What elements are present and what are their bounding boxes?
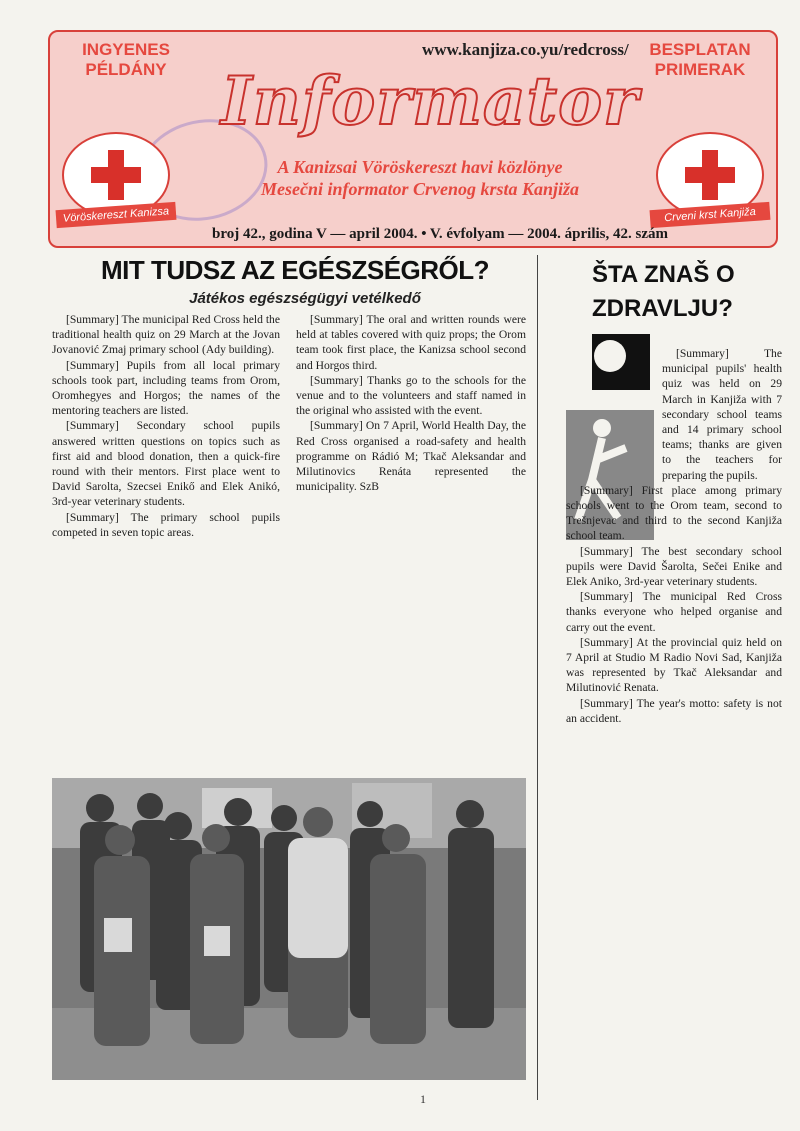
paragraph: [Summary] First place among primary schools went to the Orom team, second to Trešnjevac and third to the second Kanjiža school team. bbox=[566, 483, 782, 543]
paragraph: [Summary] On 7 April, World Health Day, the Red Cross organised a road-safety and health programme on Rádió M; Tkač Aleksandar and Milutinovics Renáta represented the municipality. SzB bbox=[296, 419, 526, 494]
masthead bbox=[48, 30, 778, 248]
paragraph: [Summary] The municipal Red Cross thanks everyone who helped organise and carry out the event. bbox=[566, 590, 782, 634]
badge-banner-left: Vöröskereszt Kanizsa bbox=[56, 202, 177, 228]
column-divider bbox=[537, 255, 538, 1100]
website-link[interactable]: www.kanjiza.co.yu/redcross/ bbox=[422, 40, 629, 59]
hu-article-subtitle: Játékos egészségügyi vetélkedő bbox=[189, 290, 421, 307]
free-copy-label-hu: INGYENES PÉLDÁNY bbox=[82, 40, 170, 79]
paragraph: [Summary] The municipal pupils' health quiz was held on 29 March in Kanjiža with 7 secondary school teams and 14 primary school teams; thanks are given to the teachers for preparing the pupils. bbox=[662, 347, 782, 482]
hu-article-column-2 bbox=[296, 312, 526, 780]
paragraph: [Summary] Secondary school pupils answered written questions on topics such as first aid and blood donation, then a quick-fire round with their mentors. First place went to David Saroltа, Szecsei Enikő and Elek Anikó, 3rd-year veterinary students. bbox=[52, 419, 280, 509]
paragraph: [Summary] The oral and written rounds were held at tables covered with quiz props; the Orom team took first place, the Kanizsa school second and Horgos third. bbox=[296, 313, 526, 372]
subtitle-sr: Mesečni informator Crvenog krsta Kanjiža bbox=[260, 179, 580, 199]
red-cross-icon bbox=[91, 150, 141, 200]
quiz-participants-photo bbox=[52, 778, 526, 1080]
newsletter-logo-title: Informator bbox=[221, 62, 639, 140]
paragraph: [Summary] The year's motto: safety is not an accident. bbox=[566, 696, 782, 725]
group-photo-illustration bbox=[52, 778, 526, 1080]
hu-article-column-1 bbox=[52, 312, 280, 780]
page-number: 1 bbox=[420, 1092, 426, 1106]
badge-banner-right: Crveni krst Kanjiža bbox=[650, 202, 771, 228]
paragraph: [Summary] At the provincial quiz held on 7 April at Studio M Radio Novi Sad, Kanjiža was represented by Tkač Aleksandar and Milutinović Renata. bbox=[566, 635, 782, 695]
sr-article-title: ŠTA ZNAŠ O ZDRAVLJU? bbox=[592, 261, 735, 322]
free-copy-label-sr: BESPLATAN PRIMERAK bbox=[649, 40, 751, 79]
sr-article-body bbox=[566, 346, 782, 726]
issue-line: broj 42., godina V — april 2004. • V. évfolyam — 2004. április, 42. szám bbox=[212, 226, 668, 242]
subtitle-hu: A Kanizsai Vöröskereszt havi közlönye bbox=[277, 157, 563, 177]
hu-article-title: MIT TUDSZ AZ EGÉSZSÉGRŐL? bbox=[100, 255, 490, 285]
paragraph: [Summary] The municipal Red Cross held the traditional health quiz on 29 March at the Jovan Jovanović Zmaj primary school (Ady building). bbox=[52, 313, 280, 357]
red-cross-icon bbox=[685, 150, 735, 200]
paragraph: [Summary] Pupils from all local primary schools took part, including teams from Orom, Oromhegyes and Horgos; the names of the mentoring teachers are listed. bbox=[52, 358, 280, 418]
paragraph: [Summary] The best secondary school pupils were David Šarolta, Sečei Enike and Elek Aniko, 3rd-year veterinary students. bbox=[566, 544, 782, 589]
paragraph: [Summary] The primary school pupils competed in seven topic areas. bbox=[52, 510, 280, 539]
paragraph: [Summary] Thanks go to the schools for the venue and to the volunteers and staff named in the original who assisted with the event. bbox=[296, 373, 526, 418]
